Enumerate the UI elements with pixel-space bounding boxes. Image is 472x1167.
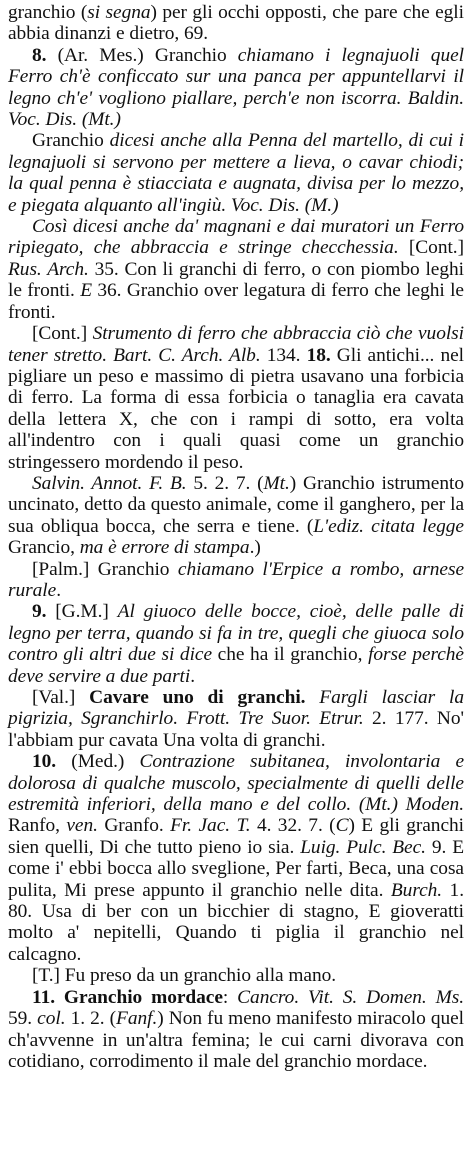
bold-run: Cavare uno di granchi. [89,687,306,708]
sense-11-paragraph [8,987,464,1073]
italic-run: Così dicesi anche da' magnani e dai muratori un Ferro ripiegato, che abbraccia e stringe checchessia. [8,216,464,259]
italic-run: Mt. [263,472,290,494]
entry-paragraph [8,323,464,473]
italic-run: dicesi anche alla Penna del martello, di cui i legnajuoli si servono per mettere a lieva, o cavar chiodi; la qual penna è stiacciata e augnata, divisa per lo mezzo, e piegata alquanto all'ingiù. Voc. Dis. (M.) [8,130,465,216]
italic-run: Salvin. Annot. F. B. [32,472,187,494]
entry-paragraph [8,559,464,602]
text-run: .) [249,537,261,559]
text-run: Granfo. [97,815,171,837]
text-run: 1. 80. Usa di ber con un bicchier di stagno, E gioveratti molto a' nepitelli, Quando ti piglia il granchio nel calcagno. [8,879,464,965]
italic-run: Rus. Arch. [8,258,89,280]
italic-run: chiamano i legnajuoli quel Ferro ch'è conficcato sur una panca per appuntellarvi il legno ch'e' vogliono piallare, perch'e non iscorra. Baldin. Voc. Dis. (Mt.) [8,44,464,131]
text-run: 2. 177. No' l'abbiam pur cavata Una volta di granchi. [8,708,464,751]
text-run: [Val.] [32,687,90,708]
entry-paragraph [8,473,464,559]
text-run: (Med.) [56,751,140,773]
text-run: 5. 2. 7. ( [186,472,264,494]
sense-number: 9. [32,601,47,623]
entry-paragraph [8,216,464,323]
text-run: ) Non fu meno manifesto miracolo quel ch'avvenne in un'altra femina; le cui carni divorava con cotidiano, corrodimento il male del granchio mordace. [8,1008,465,1072]
text-run: Grancio, [8,537,80,559]
text-run: [Palm.] Granchio [32,558,178,580]
text-run: ) Granchio istrumento uncinato, detto da questo animale, come il ganghero, per la sua obliqua bocca, che serra e tiene. ( [8,472,464,537]
sense-9-paragraph [8,601,464,687]
sense-10-paragraph [8,751,464,965]
text-run: [Cont.] [398,237,465,259]
text-run: 35. Con li granchi di ferro, o con piombo leghi le fronti. [8,258,464,302]
text-run: che ha il granchio, [212,644,369,666]
italic-run: Fr. Jac. T. [170,815,251,837]
text-run: Granchio [32,130,110,152]
text-run: Gli antichi... nel pigliare un peso e massimo di pietra usavano una forbicia di ferro. La forma di essa forbicia o tanaglia era cavata della lettera X, che con i rampi di sotto, era volta all'indentro con i quali quasi come un granchio stringessero mordendo il peso. [8,344,464,473]
sense-number: 10. [32,751,57,773]
text-run: [T.] Fu preso da un granchio alla mano. [32,965,337,987]
italic-run: C [335,815,349,837]
text-run: [G.M.] [46,601,118,623]
italic-run: Al giuoco delle bocce, cioè, delle palle di legno per terra, quando si fa in tre, quegli che giuoca solo contro gli altri due si dice [8,601,465,666]
italic-run: Strumento di ferro che abbraccia ciò che vuolsi tener stretto. Bart. C. Arch. Alb. [8,323,465,366]
italic-run: Contrazione subitanea, involontaria e dolorosa di qualche muscolo, specialmente di quelli delle estremità inferiori, della mano e del collo. (Mt.) Moden. [8,751,464,816]
text-run: 9. E come i' ebbi bocca allo sveglione, Per farti, Beca, una cosa pulita, Mi prese appunto il granchio nelle dita. [8,836,464,901]
italic-run: Fanf. [116,1008,158,1030]
text-run [305,687,319,708]
italic-run: si segna [87,2,151,23]
text-run: . [56,579,61,601]
text-run: 59. [8,1008,38,1030]
italic-run: Burch. [390,879,443,901]
text-run: 4. 32. 7. ( [250,815,336,837]
text-run: (Ar. Mes.) Granchio [46,44,238,66]
sense-number: 8. [32,44,47,66]
italic-run: Cancro. Vit. S. Domen. Ms. [237,986,465,1008]
entry-paragraph [8,687,464,751]
text-run: [Cont.] [32,323,93,345]
italic-run: ma è errore di stampa [79,537,250,559]
text-run: 134. [260,344,307,366]
italic-run: chiamano l'Erpice a rombo, arnese rurale [8,558,465,601]
italic-run: E [80,280,92,302]
text-run: : [222,986,238,1008]
italic-run: L'ediz. citata legge [313,515,464,537]
text-run: Ranfo, [8,815,67,837]
bold-run: 18. [306,344,331,366]
entry-paragraph [8,130,464,216]
text-run: ) per gli occhi opposti, che pare che egli abbia dinanzi e dietro, 69. [8,2,464,45]
text-run: ) E gli granchi sien quelli, Di che tutto pieno io sia. [8,815,464,858]
italic-run: Luig. Pulc. Bec. [300,836,426,858]
entry-paragraph [8,2,464,45]
text-run: . [190,665,196,687]
italic-run: Fargli lasciar la pigrizia, Sgranchirlo. Frott. Tre Suor. Etrur. [8,687,464,730]
italic-run: col. [37,1008,66,1030]
text-run: 1. 2. ( [65,1008,117,1030]
text-run: granchio ( [8,2,88,23]
entry-paragraph [8,965,464,986]
italic-run: forse perchè deve servire a due parti [8,644,464,687]
italic-run: ven. [66,815,98,837]
bold-run: 11. Granchio mordace [32,986,223,1008]
sense-8-paragraph [8,45,464,131]
text-run: 36. Granchio over legatura di ferro che leghi le fronti. [8,280,464,323]
